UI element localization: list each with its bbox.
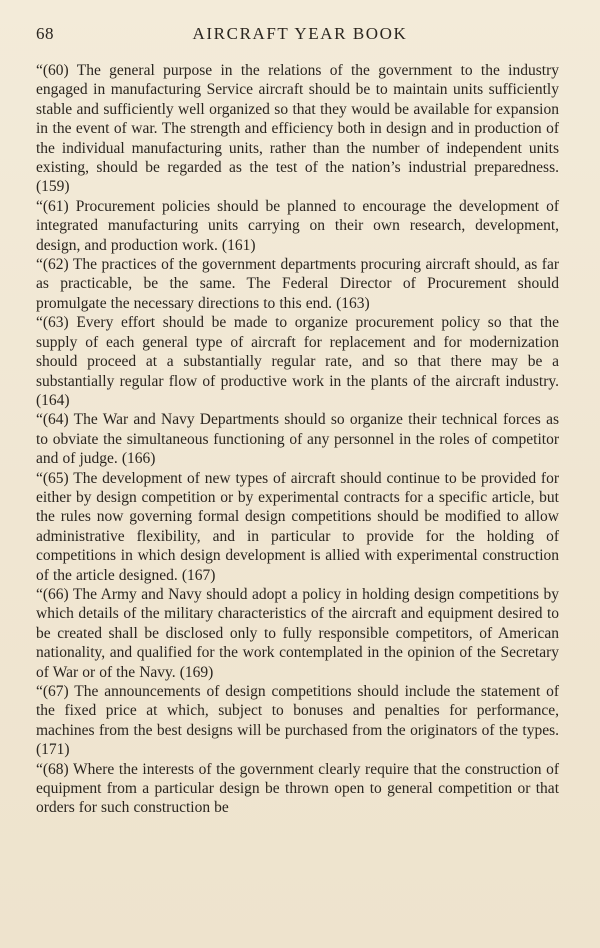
paragraph-65: “(65) The development of new types of aircraft should continue to be provided for either by design competition or by experimental contracts for a specific article, but the rules now governing formal design competitions should be modified to allow administrative flexibility, and in particular to provide for the holding of competitions in which design development is allied with experimental construction of the article designed. (167) bbox=[36, 469, 559, 584]
body-text bbox=[36, 61, 559, 818]
running-title: AIRCRAFT YEAR BOOK bbox=[192, 24, 408, 43]
paragraph-60: “(60) The general purpose in the relations of the government to the industry engaged in manufacturing Service aircraft should be to maintain units sufficiently stable and sufficiently well organized so that they would be available for expansion in the event of war. The strength and efficiency both in design and in production of the individual manufacturing units, rather than the number of independent units existing, should be regarded as the test of the nation’s industrial preparedness. (159) bbox=[36, 62, 559, 196]
paragraph-67: “(67) The announcements of design competitions should include the statement of the fixed price at which, subject to bonuses and penalties for performance, machines from the best designs will be purchased from the originators of the types. (171) bbox=[36, 683, 559, 759]
paragraph-63: “(63) Every effort should be made to organize procurement policy so that the supply of each general type of aircraft for replacement and for modernization should proceed at a substantially regular rate, and so that there may be a substantially regular flow of productive work in the plants of the aircraft industry. (164) bbox=[36, 314, 559, 409]
paragraph-68: “(68) Where the interests of the government clearly require that the construction of equipment from a particular design be thrown open to general competition or that orders for such construction be bbox=[36, 760, 559, 817]
running-head bbox=[36, 24, 564, 48]
paragraph-64: “(64) The War and Navy Departments should so organize their technical forces as to obviate the simultaneous functioning of any personnel in the roles of competitor and of judge. (166) bbox=[36, 411, 559, 468]
paragraph-66: “(66) The Army and Navy should adopt a policy in holding design competitions by which details of the military characteristics of the aircraft and equipment desired to be created shall be disclosed only to fully responsible competitors, of American nationality, and qualified for the work contemplated in the opinion of the Secretary of War or of the Navy. (169) bbox=[36, 585, 559, 681]
paragraph-61: “(61) Procurement policies should be planned to encourage the development of integrated manufacturing units carrying on their own research, development, design, and production work. (161) bbox=[36, 197, 559, 254]
paragraph-62: “(62) The practices of the government departments procuring aircraft should, as far as practicable, be the same. The Federal Director of Procurement should promulgate the necessary directions to this end. (163) bbox=[36, 256, 559, 312]
page-number: 68 bbox=[36, 24, 54, 43]
